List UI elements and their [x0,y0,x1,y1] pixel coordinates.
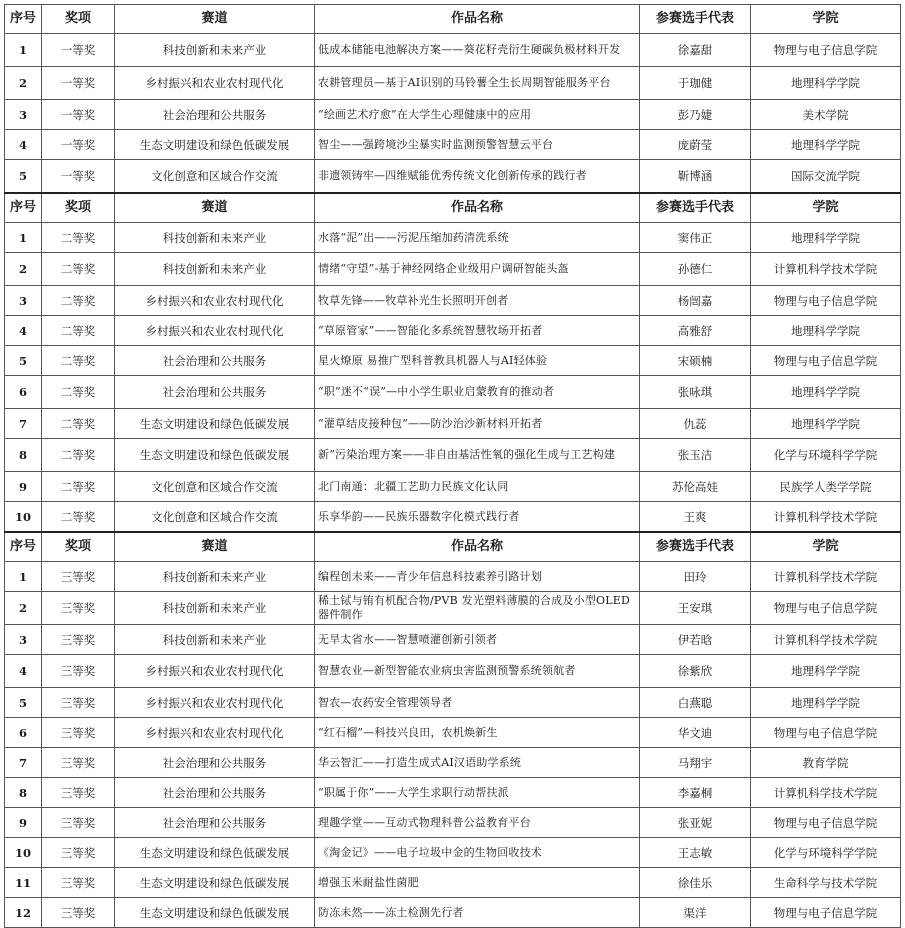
track-cell: 乡村振兴和农业农村现代化 [115,316,315,346]
award-cell: 一等奖 [42,34,115,67]
award-cell: 二等奖 [42,286,115,316]
work-title-cell: 智慧农业—新型智能农业病虫害监测预警系统领航者 [315,655,640,688]
table-row [5,376,901,409]
college-cell: 美术学院 [751,100,901,130]
representative-cell: 于珈健 [640,67,751,100]
college-cell: 国际交流学院 [751,160,901,194]
seq-cell: 5 [5,346,42,376]
college-cell: 物理与电子信息学院 [751,718,901,748]
college-cell: 物理与电子信息学院 [751,346,901,376]
track-cell: 文化创意和区域合作交流 [115,160,315,194]
column-header: 赛道 [115,532,315,562]
track-cell: 科技创新和未来产业 [115,34,315,67]
seq-cell: 9 [5,808,42,838]
representative-cell: 庞蔚莹 [640,130,751,160]
work-title-cell: 情绪“守望”-基于神经网络企业级用户调研智能头盔 [315,253,640,286]
award-cell: 三等奖 [42,592,115,625]
track-cell: 生态文明建设和绿色低碳发展 [115,868,315,898]
representative-cell: 伊若晗 [640,625,751,655]
representative-cell: 马翔宇 [640,748,751,778]
table-row [5,472,901,502]
track-cell: 社会治理和公共服务 [115,778,315,808]
seq-cell: 6 [5,376,42,409]
column-header: 参赛选手代表 [640,532,751,562]
awards-table [4,4,901,928]
representative-cell: 徐紫欣 [640,655,751,688]
college-cell: 化学与环境科学学院 [751,838,901,868]
representative-cell: 苏伦高娃 [640,472,751,502]
table-row [5,838,901,868]
column-header: 奖项 [42,532,115,562]
work-title-cell: 牧草先锋——牧草补光生长照明开创者 [315,286,640,316]
college-cell: 计算机科学技术学院 [751,778,901,808]
seq-cell: 11 [5,868,42,898]
work-title-cell: “职”迷不“误”—中小学生职业启蒙教育的推动者 [315,376,640,409]
column-header: 学院 [751,193,901,223]
seq-cell: 8 [5,778,42,808]
award-cell: 二等奖 [42,409,115,439]
representative-cell: 靳博涵 [640,160,751,194]
work-title-cell: 低成本储能电池解决方案——葵花籽壳衍生硬碳负极材料开发 [315,34,640,67]
column-header: 奖项 [42,193,115,223]
seq-cell: 6 [5,718,42,748]
track-cell: 社会治理和公共服务 [115,100,315,130]
representative-cell: 华文迪 [640,718,751,748]
seq-cell: 8 [5,439,42,472]
column-header: 学院 [751,5,901,34]
representative-cell: 杨闿嘉 [640,286,751,316]
column-header: 序号 [5,5,42,34]
college-cell: 物理与电子信息学院 [751,808,901,838]
college-cell: 教育学院 [751,748,901,778]
column-header: 学院 [751,532,901,562]
representative-cell: 田玲 [640,562,751,592]
seq-cell: 2 [5,253,42,286]
college-cell: 地理科学学院 [751,223,901,253]
column-header: 参赛选手代表 [640,5,751,34]
award-cell: 二等奖 [42,346,115,376]
seq-cell: 7 [5,409,42,439]
table-row [5,67,901,100]
table-row [5,34,901,67]
track-cell: 乡村振兴和农业农村现代化 [115,688,315,718]
column-header: 奖项 [42,5,115,34]
award-cell: 二等奖 [42,376,115,409]
header-row [5,5,901,34]
column-header: 赛道 [115,193,315,223]
table-row [5,562,901,592]
table-row [5,409,901,439]
college-cell: 计算机科学技术学院 [751,502,901,533]
table-row [5,748,901,778]
work-title-cell: 华云智汇——打造生成式AI汉语助学系统 [315,748,640,778]
seq-cell: 12 [5,898,42,928]
work-title-cell: 北门南通：北疆工艺助力民族文化认同 [315,472,640,502]
seq-cell: 1 [5,562,42,592]
award-cell: 三等奖 [42,688,115,718]
track-cell: 生态文明建设和绿色低碳发展 [115,439,315,472]
college-cell: 民族学人类学学院 [751,472,901,502]
award-cell: 一等奖 [42,130,115,160]
college-cell: 生命科学与技术学院 [751,868,901,898]
work-title-cell: 智尘——强跨境沙尘暴实时监测预警智慧云平台 [315,130,640,160]
work-title-cell: 农耕管理员—基于AI识别的马铃薯全生长周期智能服务平台 [315,67,640,100]
table-row [5,718,901,748]
track-cell: 科技创新和未来产业 [115,253,315,286]
work-title-cell: 乐享华韵——民族乐器数字化模式践行者 [315,502,640,533]
award-cell: 二等奖 [42,253,115,286]
table-row [5,286,901,316]
award-cell: 三等奖 [42,778,115,808]
college-cell: 物理与电子信息学院 [751,34,901,67]
award-cell: 三等奖 [42,868,115,898]
seq-cell: 1 [5,34,42,67]
representative-cell: 李嘉桐 [640,778,751,808]
seq-cell: 4 [5,655,42,688]
college-cell: 地理科学学院 [751,376,901,409]
table-row [5,502,901,533]
college-cell: 地理科学学院 [751,409,901,439]
work-title-cell: “职属于你”——大学生求职行动帮扶派 [315,778,640,808]
work-title-cell: “草原管家”——智能化多系统智慧牧场开拓者 [315,316,640,346]
track-cell: 文化创意和区域合作交流 [115,502,315,533]
award-cell: 三等奖 [42,562,115,592]
table-row [5,346,901,376]
college-cell: 地理科学学院 [751,655,901,688]
track-cell: 社会治理和公共服务 [115,808,315,838]
column-header: 序号 [5,193,42,223]
track-cell: 乡村振兴和农业农村现代化 [115,286,315,316]
table-row [5,688,901,718]
representative-cell: 徐嘉甜 [640,34,751,67]
work-title-cell: 智农—农药安全管理领导者 [315,688,640,718]
representative-cell: 白燕聪 [640,688,751,718]
track-cell: 乡村振兴和农业农村现代化 [115,655,315,688]
track-cell: 科技创新和未来产业 [115,562,315,592]
award-cell: 一等奖 [42,100,115,130]
award-cell: 三等奖 [42,838,115,868]
representative-cell: 渠洋 [640,898,751,928]
college-cell: 化学与环境科学学院 [751,439,901,472]
header-row [5,532,901,562]
seq-cell: 10 [5,502,42,533]
track-cell: 生态文明建设和绿色低碳发展 [115,409,315,439]
seq-cell: 2 [5,592,42,625]
table-row [5,778,901,808]
column-header: 作品名称 [315,532,640,562]
representative-cell: 宋硕楠 [640,346,751,376]
college-cell: 计算机科学技术学院 [751,625,901,655]
work-title-cell: 水落“泥”出——污泥压缩加药清洗系统 [315,223,640,253]
table-row [5,160,901,194]
representative-cell: 高雅舒 [640,316,751,346]
award-cell: 三等奖 [42,625,115,655]
award-cell: 二等奖 [42,472,115,502]
seq-cell: 3 [5,286,42,316]
track-cell: 社会治理和公共服务 [115,346,315,376]
column-header: 作品名称 [315,193,640,223]
track-cell: 乡村振兴和农业农村现代化 [115,718,315,748]
representative-cell: 徐佳乐 [640,868,751,898]
work-title-cell: 稀土铽与铕有机配合物/PVB 发光塑料薄膜的合成及小型OLED 器件制作 [315,592,640,625]
college-cell: 地理科学学院 [751,316,901,346]
representative-cell: 孙德仁 [640,253,751,286]
representative-cell: 仇蕊 [640,409,751,439]
table-row [5,100,901,130]
representative-cell: 王志敏 [640,838,751,868]
track-cell: 科技创新和未来产业 [115,223,315,253]
award-cell: 三等奖 [42,748,115,778]
award-cell: 一等奖 [42,160,115,194]
representative-cell: 张咏琪 [640,376,751,409]
awards-table-body [5,5,901,928]
track-cell: 社会治理和公共服务 [115,376,315,409]
college-cell: 计算机科学技术学院 [751,562,901,592]
track-cell: 乡村振兴和农业农村现代化 [115,67,315,100]
seq-cell: 3 [5,100,42,130]
column-header: 序号 [5,532,42,562]
representative-cell: 张玉洁 [640,439,751,472]
award-cell: 三等奖 [42,718,115,748]
work-title-cell: 防冻未然——冻土检测先行者 [315,898,640,928]
work-title-cell: 《淘金记》——电子垃圾中金的生物回收技术 [315,838,640,868]
award-cell: 二等奖 [42,223,115,253]
track-cell: 生态文明建设和绿色低碳发展 [115,898,315,928]
track-cell: 生态文明建设和绿色低碳发展 [115,130,315,160]
table-row [5,898,901,928]
table-row [5,655,901,688]
seq-cell: 5 [5,688,42,718]
table-row [5,130,901,160]
award-cell: 一等奖 [42,67,115,100]
award-cell: 二等奖 [42,502,115,533]
college-cell: 计算机科学技术学院 [751,253,901,286]
seq-cell: 5 [5,160,42,194]
college-cell: 物理与电子信息学院 [751,592,901,625]
track-cell: 文化创意和区域合作交流 [115,472,315,502]
college-cell: 地理科学学院 [751,130,901,160]
college-cell: 物理与电子信息学院 [751,286,901,316]
track-cell: 生态文明建设和绿色低碳发展 [115,838,315,868]
work-title-cell: 新”污染治理方案——非自由基活性氧的强化生成与工艺构建 [315,439,640,472]
work-title-cell: 理趣学堂——互动式物理科普公益教育平台 [315,808,640,838]
work-title-cell: “红石榴”—科技兴良田，农机焕新生 [315,718,640,748]
header-row [5,193,901,223]
table-row [5,868,901,898]
track-cell: 科技创新和未来产业 [115,625,315,655]
work-title-cell: 增强玉米耐盐性菌肥 [315,868,640,898]
table-row [5,439,901,472]
table-row [5,253,901,286]
work-title-cell: 星火燎原 易推广型科普教具机器人与AI轻体验 [315,346,640,376]
column-header: 参赛选手代表 [640,193,751,223]
representative-cell: 张亚妮 [640,808,751,838]
seq-cell: 9 [5,472,42,502]
work-title-cell: “灌草结皮接种包”——防沙治沙新材料开拓者 [315,409,640,439]
representative-cell: 窦伟正 [640,223,751,253]
work-title-cell: 非遗领铸牢—四维赋能优秀传统文化创新传承的践行者 [315,160,640,194]
seq-cell: 7 [5,748,42,778]
seq-cell: 1 [5,223,42,253]
table-row [5,808,901,838]
award-cell: 三等奖 [42,898,115,928]
seq-cell: 4 [5,130,42,160]
work-title-cell: 编程创未来——青少年信息科技素养引路计划 [315,562,640,592]
table-row [5,223,901,253]
work-title-cell: “绘画艺术疗愈”在大学生心理健康中的应用 [315,100,640,130]
track-cell: 科技创新和未来产业 [115,592,315,625]
award-cell: 三等奖 [42,655,115,688]
representative-cell: 王爽 [640,502,751,533]
college-cell: 地理科学学院 [751,67,901,100]
seq-cell: 4 [5,316,42,346]
seq-cell: 10 [5,838,42,868]
award-cell: 二等奖 [42,439,115,472]
seq-cell: 2 [5,67,42,100]
work-title-cell: 无旱太省水——智慧喷灌创新引领者 [315,625,640,655]
college-cell: 地理科学学院 [751,688,901,718]
representative-cell: 王安琪 [640,592,751,625]
table-row [5,592,901,625]
column-header: 赛道 [115,5,315,34]
seq-cell: 3 [5,625,42,655]
column-header: 作品名称 [315,5,640,34]
college-cell: 物理与电子信息学院 [751,898,901,928]
representative-cell: 彭乃婕 [640,100,751,130]
award-cell: 二等奖 [42,316,115,346]
award-cell: 三等奖 [42,808,115,838]
table-row [5,625,901,655]
table-row [5,316,901,346]
track-cell: 社会治理和公共服务 [115,748,315,778]
